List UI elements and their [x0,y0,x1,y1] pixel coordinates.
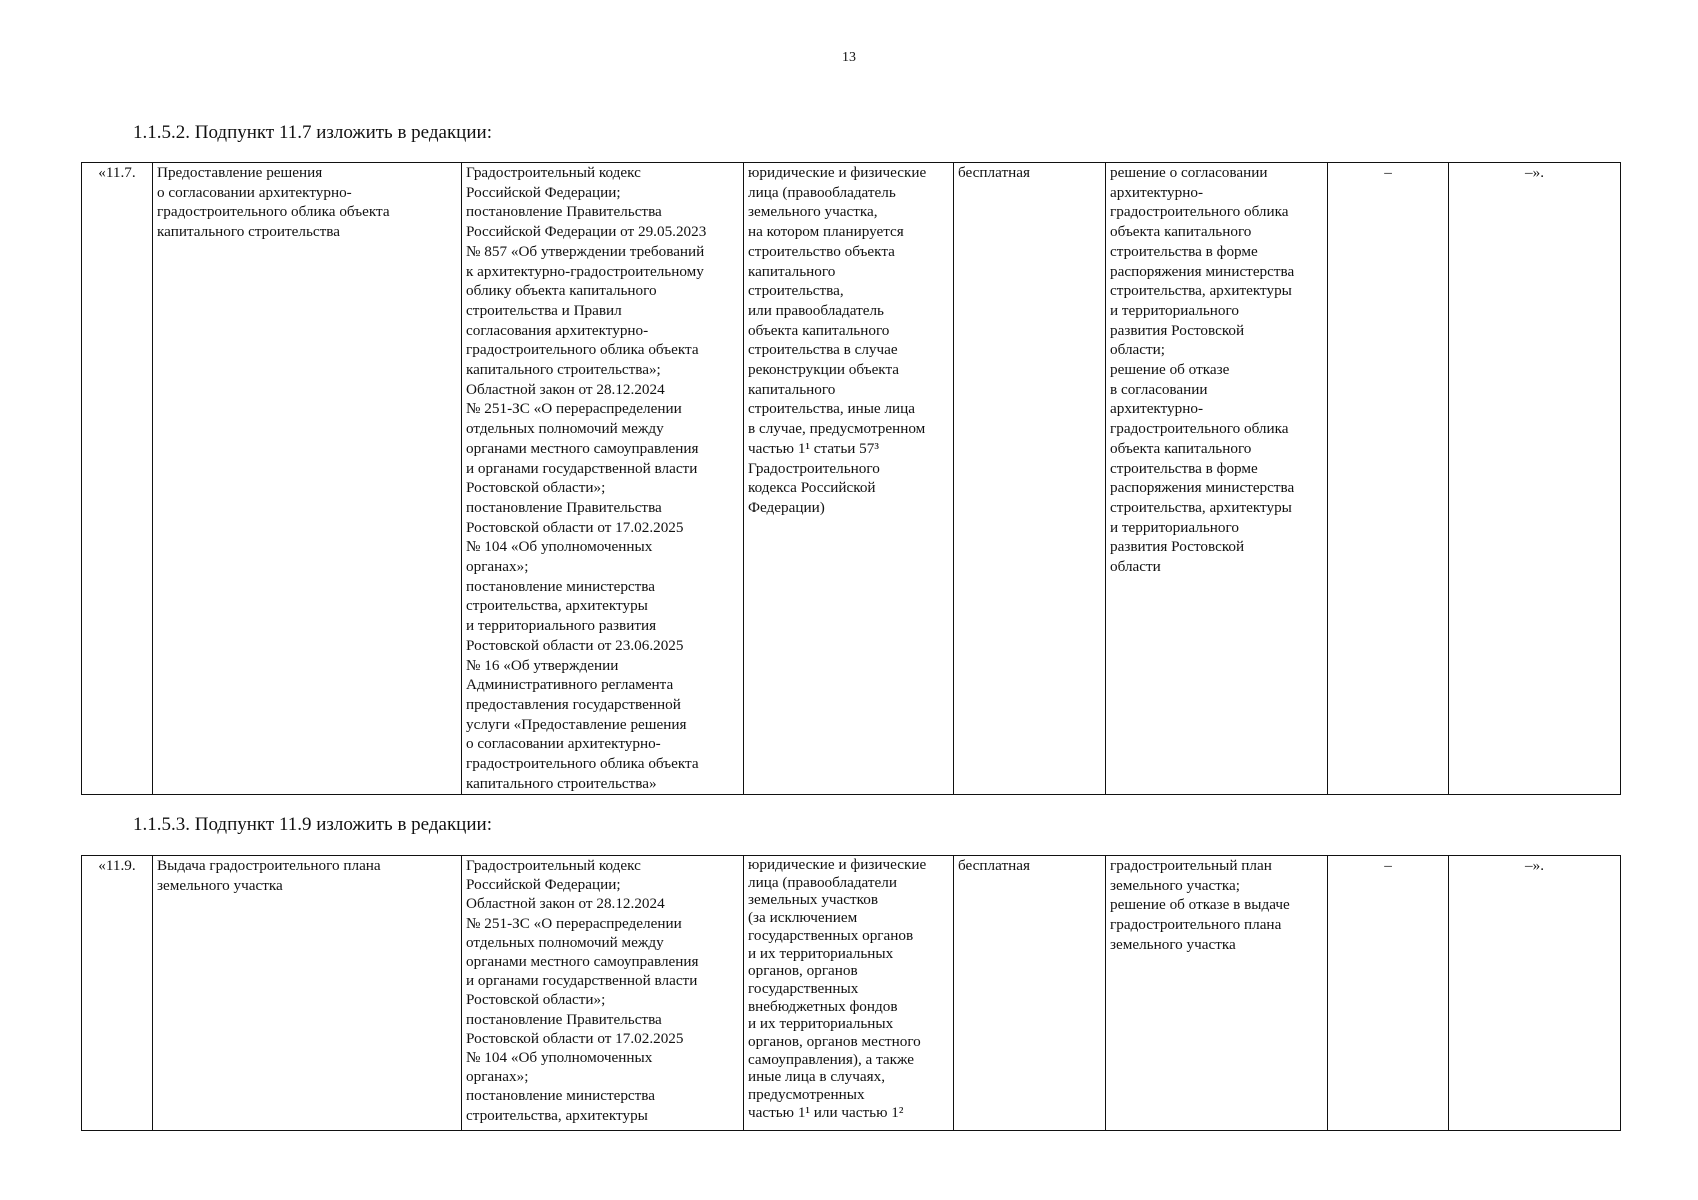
service-result: решение о согласовании архитектурно- градостроительного облика объекта капитального строительства в форме распоряжения министерства строительства, архитектуры и территориального развития Ростовской области; решение об отказе в согласовании архитектурно- градостроительного облика объекта капитального строительства в форме распоряжения министерства строительства, архитектуры и территориального развития Ростовской области [1106,163,1328,795]
row-number: «11.7. [82,163,153,795]
service-result: градостроительный план земельного участка; решение об отказе в выдаче градостроительного плана земельного участка [1106,856,1328,1131]
table-row [82,163,1621,795]
section-heading-1-1-5-2: 1.1.5.2. Подпункт 11.7 изложить в редакции: [133,122,492,143]
service-name: Выдача градостроительного плана земельного участка [153,856,462,1131]
services-table-11-9 [81,855,1621,1131]
column-8-value: –». [1449,856,1621,1131]
column-8-value: –». [1449,163,1621,795]
row-number: «11.9. [82,856,153,1131]
page-number: 13 [842,50,856,65]
fee: бесплатная [954,856,1106,1131]
section-heading-1-1-5-3: 1.1.5.3. Подпункт 11.9 изложить в редакции: [133,814,492,835]
legal-basis: Градостроительный кодекс Российской Федерации; постановление Правительства Российской Федерации от 29.05.2023 № 857 «Об утверждении требований к архитектурно-градостроительному облику объекта капитального строительства и Правил согласования архитектурно- градостроительного облика объекта капитального строительства»; Областной закон от 28.12.2024 № 251-ЗС «О перераспределении отдельных полномочий между органами местного самоуправления и органами государственной власти Ростовской области»; постановление Правительства Ростовской области от 17.02.2025 № 104 «Об уполномоченных органах»; постановление министерства строительства, архитектуры и территориального развития Ростовской области от 23.06.2025 № 16 «Об утверждении Административного регламента предоставления государственной услуги «Предоставление решения о согласовании архитектурно- градостроительного облика объекта капитального строительства» [462,163,744,795]
service-name: Предоставление решения о согласовании архитектурно- градостроительного облика объекта капитального строительства [153,163,462,795]
column-7-value: – [1328,856,1449,1131]
table-row [82,856,1621,1131]
fee: бесплатная [954,163,1106,795]
services-table-11-7 [81,162,1621,795]
legal-basis: Градостроительный кодекс Российской Федерации; Областной закон от 28.12.2024 № 251-ЗС «О перераспределении отдельных полномочий между органами местного самоуправления и органами государственной власти Ростовской области»; постановление Правительства Ростовской области от 17.02.2025 № 104 «Об уполномоченных органах»; постановление министерства строительства, архитектуры [462,856,744,1131]
applicants: юридические и физические лица (правообладатель земельного участка, на котором планируется строительство объекта капитального строительства, или правообладатель объекта капитального строительства в случае реконструкции объекта капитального строительства, иные лица в случае, предусмотренном частью 1¹ статьи 57³ Градостроительного кодекса Российской Федерации) [744,163,954,795]
applicants: юридические и физические лица (правообладатели земельных участков (за исключением государственных органов и их территориальных органов, органов государственных внебюджетных фондов и их территориальных органов, органов местного самоуправления), а также иные лица в случаях, предусмотренных частью 1¹ или частью 1² [744,856,954,1131]
column-7-value: – [1328,163,1449,795]
